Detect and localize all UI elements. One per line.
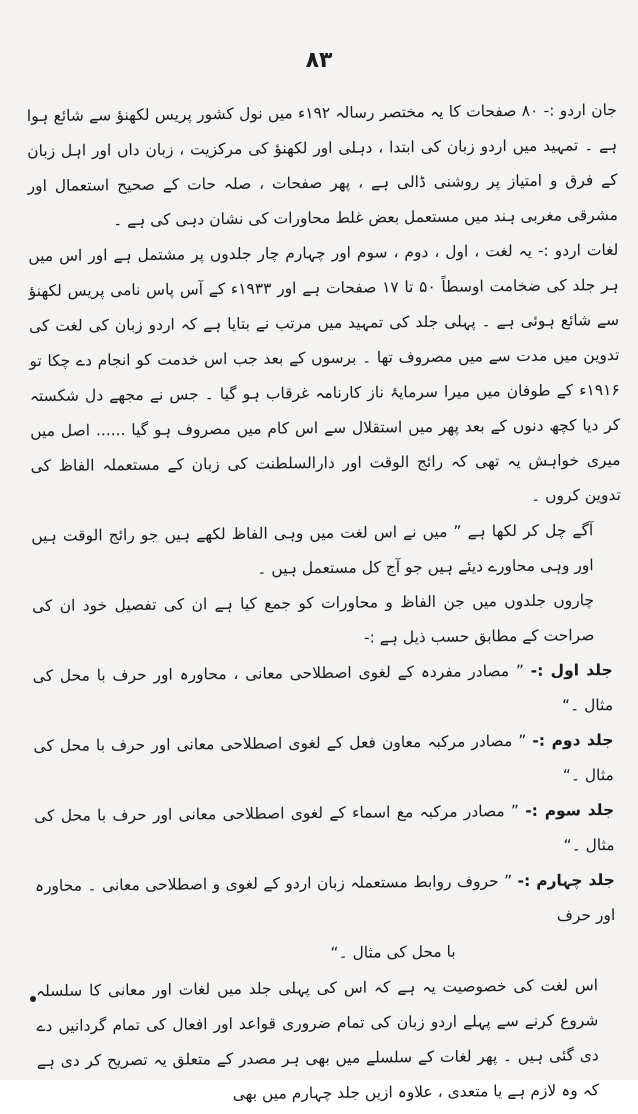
- paragraph-closing: اس لغت کی خصوصیت یہ ہے کہ اس کی پہلی جلد میں لغات اور معانی کا سلسلہ شروع کرنے سے پہلے اردو زبان کی تمام ضروری قواعد اور افعال کی تمام گردانیں دے دی گئی ہیں ۔ پھر لغات کے سلسلے میں بھی ہر مصدر کے متعلق یہ تصریح کر دی ہے کہ وہ لازم ہے یا متعدی ، علاوہ ازیں جلد چہارم میں بھی: [35, 976, 600, 1104]
- list-item: [33, 723, 614, 799]
- list-item: [33, 653, 614, 729]
- paragraph-volumes-intro: چاروں جلدوں میں جن الفاظ و محاورات کو جمع کیا ہے ان کی تفصیل خود ان کی صراحت کے مطابق حسب ذیل ہے :-: [31, 591, 595, 647]
- volume-text: ” حروف روابط مستعملہ زبان اردو کے لغوی و اصطلاحی معانی ۔ محاورہ اور حرف: [34, 872, 616, 925]
- paragraph-quote: آگے چل کر لکھا ہے ” میں نے اس لغت میں وہی الفاظ لکھے ہیں جو رائج الوقت ہیں اور وہی محاورے دیئے ہیں جو آج کل مستعمل ہیں ۔: [31, 521, 594, 578]
- volumes-list: [33, 653, 626, 974]
- volume-label: جلد دوم :-: [532, 731, 614, 750]
- paragraph-jaan-e-urdu: جان اردو :- ۸۰ صفحات کا یہ مختصر رسالہ ۱۹۲ء میں نول کشور پریس لکھنؤ سے شائع ہوا ہے ۔ تمہید میں اردو زبان کی ابتدا ، دہلی اور لکھنؤ کی مرکزیت ، زبان داں اور اہل زبان کے فرق و امتیاز پر روشنی ڈالی ہے ، پھر صفحات ، صلہ حات کے صحیح استعمال اور مشرقی مغربی ہند میں مستعمل بعض غلط محاورات کی نشان دہی کی ہے ۔: [26, 100, 619, 230]
- list-item: [35, 863, 616, 939]
- volume-label: جلد چہارم :-: [517, 871, 616, 891]
- list-item: [34, 793, 615, 869]
- list-item-continuation: با محل کی مثال ۔“: [330, 942, 456, 962]
- page-number: ۸۳: [305, 48, 333, 73]
- volume-text: ” مصادر مفردہ کے لغوی اصطلاحی معانی ، محاورہ اور حرف با محل کی مثال ۔“: [32, 661, 614, 715]
- page-text: [27, 93, 628, 1114]
- volume-label: جلد سوم :-: [525, 801, 615, 820]
- volume-label: جلد اول :-: [530, 661, 613, 680]
- volume-text: ” مصادر مرکبہ معاون فعل کے لغوی اصطلاحی معانی اور حرف با محل کی مثال ۔“: [33, 731, 614, 785]
- margin-dot: [30, 996, 36, 1002]
- paragraph-lughat-e-urdu: لغات اردو :- یہ لغت ، اول ، دوم ، سوم اور چہارم چار جلدوں پر مشتمل ہے اور اس میں ہر جلد کی ضخامت اوسطاً ۵۰ تا ۱۷ صفحات ہے اور ۱۹۳۳ء کے آس پاس نامی پریس لکھنؤ سے شائع ہوئی ہے ۔ پہلی جلد کی تمہید میں مرتب نے بتایا ہے کہ اردو زبان کی لغت کی تدوین میں مدت سے میں مصروف تھا ۔ برسوں کے بعد جب اس خدمت کو انجام دے چکا تو ۱۹۱۶ء کے طوفان میں میرا سرمایۂ ناز کارنامہ غرقاب ہو گیا ۔ جس نے مجھے دل شکستہ کر دیا کچھ دنوں کے بعد پھر میں استقلال سے اس کام میں مصروف ہو گیا ...... اصل میں میری خواہش یہ تھی کہ رائج الوقت اور دارالسلطنت کی زبان کے مستعملہ الفاظ کی تدوین کروں ۔: [28, 240, 621, 505]
- volume-text: ” مصادر مرکبہ مع اسماء کے لغوی اصطلاحی معانی اور حرف با محل کی مثال ۔“: [34, 802, 615, 855]
